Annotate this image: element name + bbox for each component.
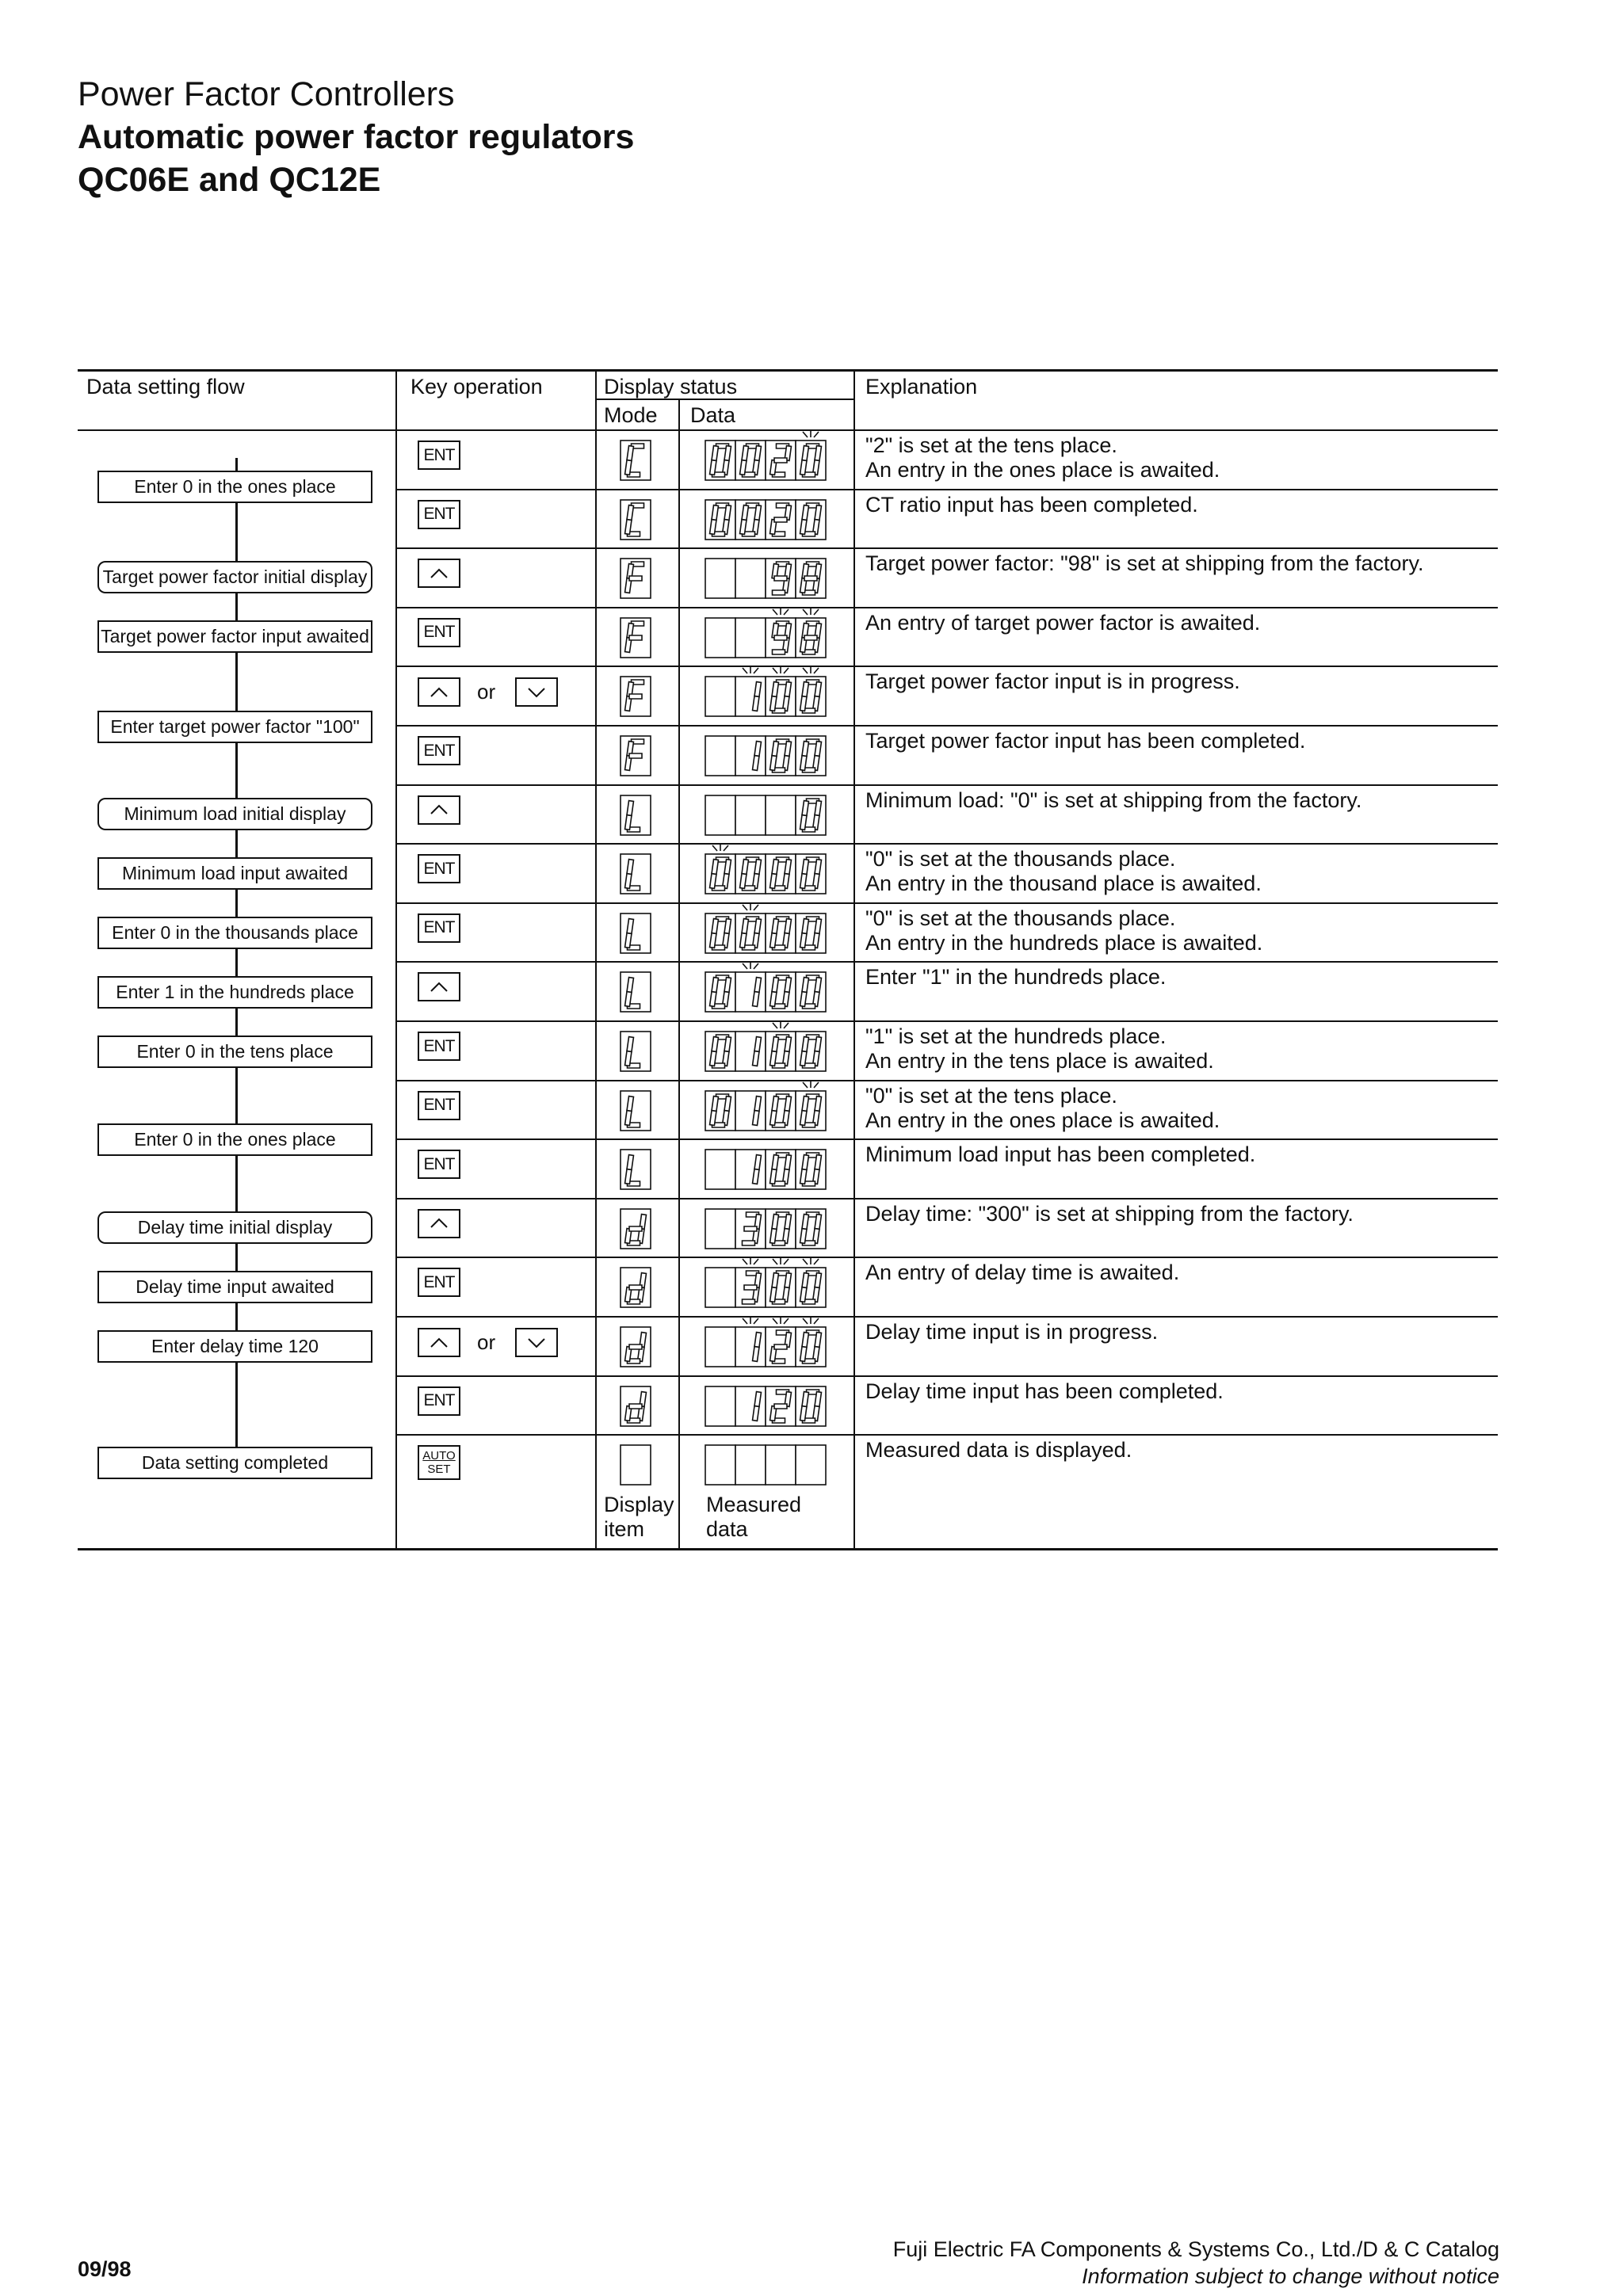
explanation-line: An entry in the ones place is awaited.	[865, 1108, 1220, 1132]
page-number: 09/98	[78, 2257, 132, 2281]
explanation-cell	[865, 1438, 1132, 1463]
mode-display	[620, 1444, 655, 1489]
mode-display	[620, 617, 655, 662]
segment-g	[774, 576, 787, 581]
explanation-cell	[865, 1202, 1354, 1226]
explanation-cell	[865, 965, 1166, 990]
explanation-cell	[865, 1379, 1224, 1404]
data-digit-frame	[735, 1445, 766, 1485]
segment-g	[804, 635, 817, 640]
column-rule	[595, 369, 597, 1548]
explanation-line: "0" is set at the thousands place.	[865, 906, 1176, 930]
segment-g	[629, 635, 642, 640]
explanation-line: "2" is set at the tens place.	[865, 433, 1117, 457]
mode-display	[620, 1149, 655, 1193]
segment-d	[743, 1241, 755, 1245]
data-digit-frame	[705, 1268, 735, 1307]
mode-display	[620, 1090, 655, 1135]
segment-g	[744, 1226, 757, 1231]
row-rule	[396, 489, 1498, 490]
data-digit-frame	[705, 618, 735, 658]
column-rule	[854, 369, 855, 1548]
flow-step: Data setting completed	[97, 1447, 372, 1479]
row-rule	[396, 784, 1498, 786]
ent-key[interactable]: ENT	[418, 618, 460, 647]
row-rule	[396, 666, 1498, 667]
blink-indicator-icon	[803, 430, 819, 437]
data-digit-frame	[705, 795, 735, 835]
mode-display	[620, 913, 655, 957]
explanation-line: An entry of target power factor is awaited.	[865, 610, 1261, 635]
blink-indicator-icon	[803, 608, 819, 615]
segment-g	[629, 753, 642, 758]
down-key[interactable]	[515, 677, 558, 707]
data-digit-frame	[735, 795, 766, 835]
segment-g	[774, 635, 787, 640]
chevron-up-icon	[429, 981, 449, 994]
explanation-line: Delay time: "300" is set at shipping from the factory.	[865, 1201, 1354, 1226]
mode-display	[620, 1386, 655, 1430]
explanation-line: "1" is set at the hundreds place.	[865, 1024, 1167, 1048]
segment-d	[743, 1299, 755, 1304]
row-rule	[396, 725, 1498, 727]
blink-indicator-icon	[773, 608, 789, 615]
explanation-line: Target power factor input has been completed.	[865, 729, 1306, 753]
explanation-line: Minimum load: "0" is set at shipping from the factory.	[865, 788, 1362, 812]
explanation-cell	[865, 669, 1240, 694]
ent-key[interactable]: ENT	[418, 500, 460, 529]
blink-indicator-icon	[773, 1021, 789, 1028]
or-label: or	[477, 680, 496, 704]
flow-step: Enter delay time 120	[97, 1330, 372, 1363]
blink-indicator-icon	[712, 844, 728, 851]
flow-step: Enter 0 in the thousands place	[97, 917, 372, 949]
mode-digit-frame	[621, 1445, 651, 1485]
segment-d	[773, 590, 785, 595]
page-header	[78, 73, 634, 201]
data-digit	[800, 621, 822, 654]
blink-indicator-icon	[773, 1257, 789, 1264]
data-display	[704, 665, 838, 720]
blink-indicator-icon	[803, 1317, 819, 1324]
down-key[interactable]	[515, 1328, 558, 1357]
segment-g	[774, 1344, 787, 1349]
up-key[interactable]	[418, 1209, 460, 1238]
table-rule	[78, 1548, 1498, 1550]
blink-indicator-icon	[773, 1317, 789, 1324]
chevron-up-icon	[429, 803, 449, 816]
data-digit	[800, 562, 822, 595]
chevron-down-icon	[526, 686, 547, 699]
explanation-line: Delay time input is in progress.	[865, 1320, 1159, 1344]
ent-key[interactable]: ENT	[418, 1032, 460, 1061]
mode-display	[620, 735, 655, 780]
blink-indicator-icon	[743, 1257, 758, 1264]
explanation-line: Measured data is displayed.	[865, 1438, 1132, 1463]
ent-key[interactable]: ENT	[418, 736, 460, 765]
explanation-cell	[865, 847, 1262, 896]
data-digit-frame	[735, 618, 766, 658]
column-rule	[395, 369, 397, 1548]
chevron-up-icon	[429, 1217, 449, 1230]
blink-indicator-icon	[743, 962, 758, 969]
data-digit-frame	[705, 1150, 735, 1189]
explanation-line: An entry of delay time is awaited.	[865, 1261, 1180, 1285]
flow-step: Enter 0 in the ones place	[97, 471, 372, 503]
row-rule	[396, 607, 1498, 608]
mode-display	[620, 1031, 655, 1075]
row-rule	[396, 1375, 1498, 1377]
row-rule	[396, 1138, 1498, 1140]
row-rule	[396, 961, 1498, 963]
data-digit-frame	[766, 1445, 796, 1485]
blink-indicator-icon	[743, 666, 758, 673]
measured-data-label-line1: Measured	[706, 1493, 802, 1516]
data-display	[704, 429, 838, 484]
data-display	[704, 547, 838, 602]
display-item-label-line2: item	[604, 1517, 645, 1541]
explanation-cell	[865, 1320, 1158, 1344]
row-rule	[396, 547, 1498, 549]
segment-g	[629, 1344, 642, 1349]
blink-indicator-icon	[743, 903, 758, 910]
flow-step: Minimum load input awaited	[97, 857, 372, 890]
ent-key[interactable]: ENT	[418, 1150, 460, 1179]
data-display	[704, 606, 838, 662]
column-rule	[678, 399, 680, 1548]
segment-g	[774, 1404, 787, 1409]
mode-display	[620, 676, 655, 720]
data-digit-frame	[705, 559, 735, 598]
col-header-flow: Data setting flow	[86, 375, 245, 399]
segment-g	[774, 517, 787, 522]
flow-step: Target power factor input awaited	[97, 620, 372, 653]
data-digit-frame	[705, 1327, 735, 1367]
mode-display	[620, 853, 655, 898]
explanation-line: An entry in the hundreds place is awaited.	[865, 930, 1263, 955]
up-key[interactable]	[418, 1328, 460, 1357]
explanation-line: "0" is set at the tens place.	[865, 1083, 1117, 1108]
mode-display	[620, 971, 655, 1016]
explanation-line: CT ratio input has been completed.	[865, 492, 1198, 517]
display-item-label	[604, 1493, 674, 1542]
data-digit-frame	[705, 1209, 735, 1249]
header-category: Power Factor Controllers	[78, 75, 455, 113]
row-rule	[396, 843, 1498, 845]
explanation-cell	[865, 729, 1305, 753]
explanation-line: Target power factor input is in progress.	[865, 669, 1240, 694]
segment-g	[804, 576, 817, 581]
explanation-line: An entry in the ones place is awaited.	[865, 458, 1220, 482]
explanation-line: An entry in the thousand place is awaited.	[865, 871, 1262, 896]
row-rule	[396, 1080, 1498, 1081]
explanation-line: Enter "1" in the hundreds place.	[865, 965, 1167, 990]
up-key[interactable]	[418, 559, 460, 588]
flow-step: Minimum load initial display	[97, 798, 372, 830]
explanation-line: "0" is set at the thousands place.	[865, 847, 1176, 871]
explanation-cell	[865, 433, 1220, 482]
data-digit-frame	[705, 677, 735, 716]
explanation-cell	[865, 1024, 1214, 1074]
data-display	[704, 1375, 838, 1430]
explanation-cell	[865, 1142, 1255, 1167]
up-key[interactable]	[418, 677, 460, 707]
data-digit-frame	[796, 1445, 826, 1485]
segment-d	[773, 650, 785, 654]
flow-step: Delay time input awaited	[97, 1271, 372, 1303]
blink-indicator-icon	[803, 666, 819, 673]
explanation-line: Minimum load input has been completed.	[865, 1142, 1256, 1167]
auto-set-key[interactable]	[418, 1445, 460, 1480]
mode-display	[620, 1326, 655, 1371]
row-rule	[396, 1257, 1498, 1258]
segment-g	[629, 1404, 642, 1409]
data-digit-frame	[735, 559, 766, 598]
ent-key[interactable]: ENT	[418, 913, 460, 943]
data-display	[704, 784, 838, 839]
data-display	[704, 1433, 838, 1489]
mode-display	[620, 440, 655, 484]
up-key[interactable]	[418, 972, 460, 1001]
data-display	[704, 1138, 838, 1193]
col-header-display: Display status	[604, 375, 738, 399]
segment-g	[774, 458, 787, 463]
explanation-cell	[865, 1261, 1179, 1285]
col-header-key: Key operation	[411, 375, 543, 399]
footer-company: Fuji Electric FA Components & Systems Co., Ltd./D & C Catalog	[892, 2237, 1499, 2261]
display-item-label-line1: Display	[604, 1493, 674, 1516]
chevron-up-icon	[429, 1337, 449, 1349]
data-display	[704, 1315, 838, 1371]
row-rule	[396, 1316, 1498, 1318]
blink-indicator-icon	[743, 1317, 758, 1324]
blink-indicator-icon	[803, 1081, 819, 1088]
display-status-rule	[595, 399, 854, 400]
ent-key[interactable]: ENT	[418, 1091, 460, 1120]
data-display	[704, 1020, 838, 1075]
blink-indicator-icon	[773, 666, 789, 673]
data-display	[704, 842, 838, 898]
table-rule	[78, 369, 1498, 372]
data-display	[704, 488, 838, 543]
data-display	[704, 902, 838, 957]
ent-key[interactable]: ENT	[418, 1386, 460, 1416]
explanation-cell	[865, 788, 1361, 813]
explanation-cell	[865, 1084, 1220, 1133]
data-display	[704, 1256, 838, 1311]
mode-display	[620, 1267, 655, 1311]
auto-key-label: AUTO	[422, 1449, 456, 1463]
col-header-mode: Mode	[604, 403, 658, 427]
blink-indicator-icon	[803, 1257, 819, 1264]
mode-display	[620, 499, 655, 543]
header-model: QC06E and QC12E	[78, 161, 381, 199]
explanation-cell	[865, 611, 1260, 635]
chevron-up-icon	[429, 686, 449, 699]
explanation-line: Target power factor: "98" is set at shipping from the factory.	[865, 551, 1424, 576]
data-display	[704, 960, 838, 1016]
data-digit-frame	[705, 1445, 735, 1485]
data-digit-frame	[766, 795, 796, 835]
segment-g	[629, 576, 642, 581]
data-digit-frame	[705, 1386, 735, 1426]
measured-data-label	[706, 1493, 801, 1542]
explanation-line: Delay time input has been completed.	[865, 1379, 1224, 1403]
footer-publisher	[893, 2236, 1499, 2290]
flow-step: Enter 0 in the tens place	[97, 1035, 372, 1068]
data-display	[704, 724, 838, 780]
row-rule	[396, 1198, 1498, 1199]
explanation-cell	[865, 551, 1424, 576]
flow-step: Target power factor initial display	[97, 561, 372, 593]
header-title: Automatic power factor regulators	[78, 118, 635, 156]
chevron-down-icon	[526, 1337, 547, 1349]
ent-key[interactable]: ENT	[418, 441, 460, 470]
set-key-label: SET	[427, 1463, 451, 1477]
explanation-line: An entry in the tens place is awaited.	[865, 1049, 1214, 1073]
segment-g	[629, 1285, 642, 1290]
flow-step: Enter target power factor "100"	[97, 711, 372, 743]
mode-display	[620, 795, 655, 839]
measured-data-label-line2: data	[706, 1517, 748, 1541]
flow-step: Enter 1 in the hundreds place	[97, 976, 372, 1009]
footer-notice: Information subject to change without notice	[1082, 2264, 1499, 2288]
explanation-cell	[865, 906, 1262, 955]
explanation-cell	[865, 493, 1198, 517]
data-display	[704, 1079, 838, 1135]
flow-step: Delay time initial display	[97, 1211, 372, 1244]
ent-key[interactable]: ENT	[418, 854, 460, 883]
row-rule	[396, 902, 1498, 904]
or-label: or	[477, 1330, 496, 1354]
mode-display	[620, 558, 655, 602]
mode-display	[620, 1208, 655, 1253]
data-display	[704, 1197, 838, 1253]
col-header-data: Data	[690, 403, 736, 427]
row-rule	[396, 1020, 1498, 1022]
flow-step: Enter 0 in the ones place	[97, 1123, 372, 1156]
row-rule	[396, 1434, 1498, 1436]
data-digit-frame	[705, 736, 735, 776]
ent-key[interactable]: ENT	[418, 1268, 460, 1297]
segment-g	[629, 1226, 642, 1231]
segment-g	[744, 1285, 757, 1290]
col-header-explanation: Explanation	[865, 375, 978, 399]
chevron-up-icon	[429, 567, 449, 580]
segment-g	[629, 694, 642, 699]
up-key[interactable]	[418, 795, 460, 825]
